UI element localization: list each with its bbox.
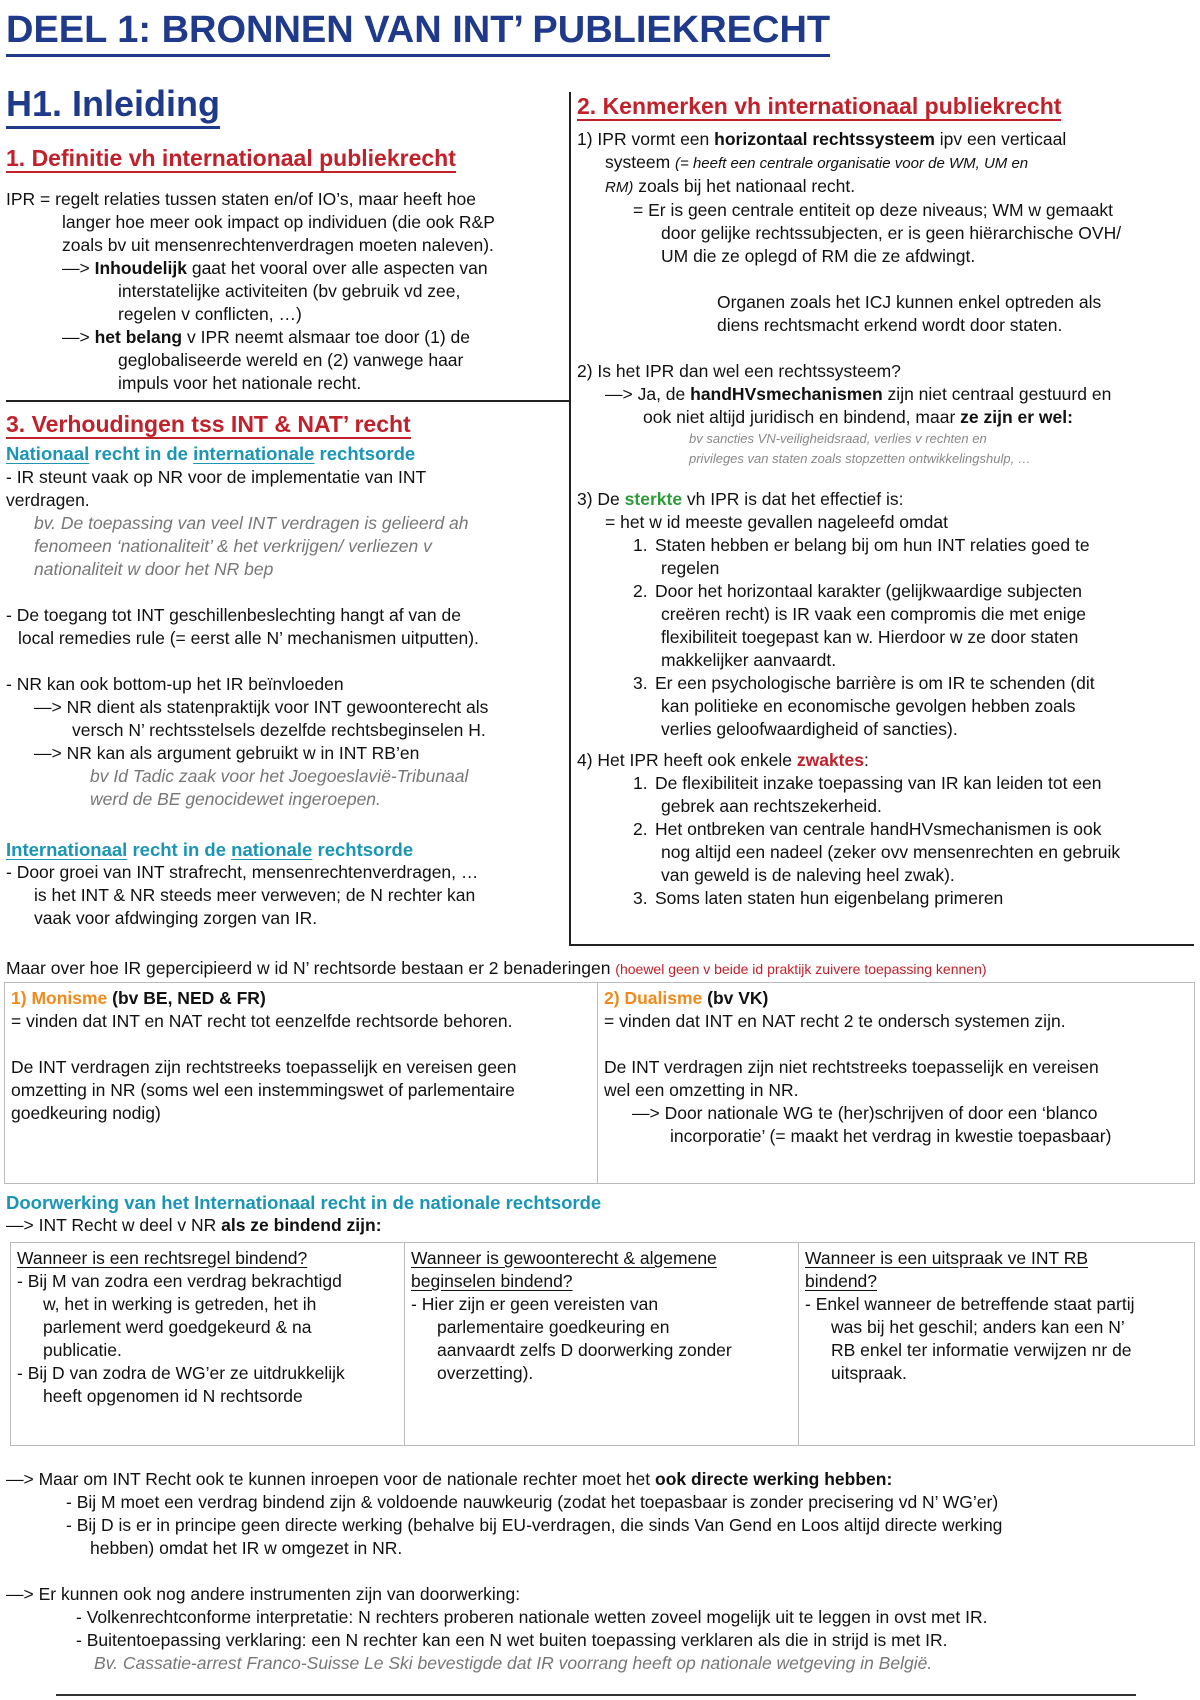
text-line: —> Er kunnen ook nog andere instrumenten zijn van doorwerking: bbox=[6, 1584, 521, 1604]
item-number: 3. bbox=[633, 673, 648, 693]
binding-judgment-cell bbox=[798, 1242, 1195, 1446]
text-line: - Bij D is er in principe geen directe werking (behalve bij EU-verdragen, die sinds Van Gend en Loos altijd directe werking bbox=[66, 1515, 1003, 1535]
text-line: - Hier zijn er geen vereisten van bbox=[411, 1294, 659, 1314]
numbered-item bbox=[577, 534, 1197, 557]
example-line: fenomeen ‘nationaliteit’ & het verkrijgen/ verliezen v bbox=[34, 536, 432, 556]
text-line: = het w id meeste gevallen nageleefd omdat bbox=[605, 512, 948, 532]
cell-heading: bindend? bbox=[805, 1271, 878, 1291]
text-line: regelen bbox=[661, 558, 720, 578]
numbered-item bbox=[577, 818, 1197, 841]
item-number: 2. bbox=[633, 581, 648, 601]
dualisme-definition: = vinden dat INT en NAT recht 2 te ondersch systemen zijn. bbox=[604, 1011, 1066, 1031]
section-divider-right bbox=[569, 944, 1194, 946]
text-line: —> NR dient als statenpraktijk voor INT gewoonterecht als bbox=[34, 697, 489, 717]
bottom-section bbox=[6, 1468, 1196, 1675]
text-line: 3) De sterkte vh IPR is dat het effectief is: bbox=[577, 489, 904, 509]
text-line: - Buitentoepassing verklaring: een N rechter kan een N wet buiten toepassing verklaren als die in strijd is met IR. bbox=[76, 1630, 948, 1650]
cell-body bbox=[805, 1293, 1188, 1385]
subsection-international-in-national: Internationaal recht in de nationale rechtsorde bbox=[6, 839, 414, 860]
item-text: Staten hebben er belang bij om hun INT relaties goed te bbox=[655, 535, 1090, 555]
example-line: bv Id Tadic zaak voor het Joegoeslavië-Tribunaal bbox=[90, 766, 469, 786]
column-divider bbox=[569, 92, 571, 944]
text-line: w, het in werking is getreden, het ih bbox=[43, 1294, 317, 1314]
cell-body bbox=[411, 1293, 792, 1385]
text-line: goedkeuring nodig) bbox=[11, 1103, 161, 1123]
text-line: 4) Het IPR heeft ook enkele zwaktes: bbox=[577, 750, 869, 770]
item-text: De flexibiliteit inzake toepassing van IR kan leiden tot een bbox=[655, 773, 1102, 793]
text-line: ook niet altijd juridisch en bindend, maar ze zijn er wel: bbox=[643, 407, 1073, 427]
text-line: van geweld is de naleving heel zwak). bbox=[661, 865, 955, 885]
text-line: is het INT & NR steeds meer verweven; de N rechter kan bbox=[34, 885, 476, 905]
strengths-list bbox=[577, 534, 1197, 741]
dualisme-box bbox=[597, 982, 1195, 1184]
bottom-rule bbox=[56, 1694, 1136, 1696]
monisme-box bbox=[4, 982, 598, 1184]
text-line: - Bij M moet een verdrag bindend zijn & voldoende nauwkeurig (zodat het toepasbaar is zonder precisering vd N’ WG’er) bbox=[66, 1492, 999, 1512]
dualisme-heading: 2) Dualisme (bv VK) bbox=[604, 988, 769, 1008]
text-line: - Door groei van INT strafrecht, mensenrechtenverdragen, … bbox=[6, 862, 479, 882]
text-line: RB enkel ter informatie verwijzen nr de bbox=[831, 1340, 1132, 1360]
text-line: —> Ja, de handHVsmechanismen zijn niet centraal gestuurd en bbox=[605, 384, 1112, 404]
text-line: impuls voor het nationale recht. bbox=[118, 373, 362, 393]
text-line: geglobaliseerde wereld en (2) vanwege haar bbox=[118, 350, 464, 370]
item-text: Soms laten staten hun eigenbelang primeren bbox=[655, 888, 1004, 908]
text-line: - De toegang tot INT geschillenbeslechting hangt af van de bbox=[6, 605, 461, 625]
text-line: langer hoe meer ook impact op individuen (die ook R&P bbox=[62, 212, 495, 232]
text-line: parlementaire goedkeuring en bbox=[437, 1317, 670, 1337]
text-line: 1) IPR vormt een horizontaal rechtssysteem ipv een verticaal bbox=[577, 129, 1067, 149]
section-1-body bbox=[6, 188, 566, 395]
cell-heading: beginselen bindend? bbox=[411, 1271, 573, 1291]
text-line: - NR kan ook bottom-up het IR beïnvloeden bbox=[6, 674, 344, 694]
text-line: verlies geloofwaardigheid of sancties). bbox=[661, 719, 958, 739]
text-line: omzetting in NR (soms wel een instemmingswet of parlementaire bbox=[11, 1080, 515, 1100]
text-line: door gelijke rechtssubjecten, er is geen hiërarchische OVH/ bbox=[661, 223, 1122, 243]
cell-heading: Wanneer is een uitspraak ve INT RB bbox=[805, 1248, 1089, 1268]
text-line: nog altijd een nadeel (zeker ovv mensenrechten en gebruik bbox=[661, 842, 1121, 862]
example-line: nationaliteit w door het NR bep bbox=[34, 559, 274, 579]
text-line: - Bij D van zodra de WG’er ze uitdrukkelijk bbox=[17, 1363, 345, 1383]
section-2-title: 2. Kenmerken vh internationaal publiekrecht bbox=[577, 93, 1062, 119]
section-divider-left bbox=[6, 400, 569, 402]
text-line: makkelijker aanvaardt. bbox=[661, 650, 837, 670]
text-line: wel een omzetting in NR. bbox=[604, 1080, 799, 1100]
text-line: kan politieke en economische gevolgen hebben zoals bbox=[661, 696, 1076, 716]
text-line: heeft opgenomen id N rechtsorde bbox=[43, 1386, 303, 1406]
text-line: Organen zoals het ICJ kunnen enkel optreden als bbox=[717, 292, 1102, 312]
text-line: verdragen. bbox=[6, 490, 90, 510]
item-number: 1. bbox=[633, 535, 648, 555]
text-line: —> Door nationale WG te (her)schrijven of door een ‘blanco bbox=[632, 1103, 1098, 1123]
section-3-body bbox=[6, 466, 566, 811]
numbered-item bbox=[577, 887, 1197, 910]
text-line: vaak voor afdwinging zorgen van IR. bbox=[34, 908, 318, 928]
text-line: regelen v conflicten, …) bbox=[118, 304, 302, 324]
weaknesses-list bbox=[577, 772, 1197, 910]
monisme-heading: 1) Monisme (bv BE, NED & FR) bbox=[11, 988, 266, 1008]
section-1-title: 1. Definitie vh internationaal publiekrecht bbox=[6, 145, 456, 171]
cell-body bbox=[17, 1270, 398, 1408]
text-line: De INT verdragen zijn niet rechtstreeks toepasselijk en vereisen bbox=[604, 1057, 1099, 1077]
binding-custom-cell bbox=[404, 1242, 799, 1446]
item-text: Door het horizontaal karakter (gelijkwaardige subjecten bbox=[655, 581, 1083, 601]
item-number: 1. bbox=[633, 773, 648, 793]
text-line: - Volkenrechtconforme interpretatie: N rechters proberen nationale wetten zoveel mogelijk uit te leggen in ovst met IR. bbox=[76, 1607, 988, 1627]
example-line: bv. De toepassing van veel INT verdragen is gelieerd ah bbox=[34, 513, 469, 533]
section-3-title: 3. Verhoudingen tss INT & NAT’ recht bbox=[6, 411, 411, 437]
item-text: Het ontbreken van centrale handHVsmechanismen is ook bbox=[655, 819, 1102, 839]
text-line: flexibiliteit toegepast kan w. Hierdoor w ze door staten bbox=[661, 627, 1079, 647]
cell-heading: Wanneer is gewoonterecht & algemene bbox=[411, 1248, 717, 1268]
document-title: DEEL 1: BRONNEN VAN INT’ PUBLIEKRECHT bbox=[6, 6, 830, 57]
text-line: = Er is geen centrale entiteit op deze niveaus; WM w gemaakt bbox=[633, 200, 1114, 220]
text-line: publicatie. bbox=[43, 1340, 122, 1360]
text-line: RM) zoals bij het nationaal recht. bbox=[605, 176, 856, 196]
text-line: parlement werd goedgekeurd & na bbox=[43, 1317, 312, 1337]
item-number: 2. bbox=[633, 819, 648, 839]
item-number: 3. bbox=[633, 888, 648, 908]
doorwerking-title: Doorwerking van het Internationaal recht in de nationale rechtsorde bbox=[6, 1192, 602, 1213]
section-2-body bbox=[577, 128, 1197, 910]
subsection-national-in-international: Nationaal recht in de internationale rechtsorde bbox=[6, 443, 416, 464]
doorwerking-subtitle: —> INT Recht w deel v NR als ze bindend zijn: bbox=[6, 1215, 382, 1235]
text-line: aanvaardt zelfs D doorwerking zonder bbox=[437, 1340, 732, 1360]
text-line: —> Maar om INT Recht ook te kunnen inroepen voor de nationale rechter moet het ook directe werking hebben: bbox=[6, 1469, 893, 1489]
text-line: gebrek aan rechtszekerheid. bbox=[661, 796, 882, 816]
example-line: werd de BE genocidewet ingeroepen. bbox=[90, 789, 381, 809]
text-line: systeem (= heeft een centrale organisatie voor de WM, UM en bbox=[605, 152, 1029, 172]
example-line: Bv. Cassatie-arrest Franco-Suisse Le Ski bevestigde dat IR voorrang heeft op nationale wetgeving in België. bbox=[94, 1653, 933, 1673]
numbered-item bbox=[577, 672, 1197, 695]
text-line: overzetting). bbox=[437, 1363, 534, 1383]
text-line: versch N’ rechtsstelsels dezelfde rechtsbeginselen H. bbox=[72, 720, 486, 740]
chapter-title: H1. Inleiding bbox=[6, 82, 220, 129]
text-line: local remedies rule (= eerst alle N’ mechanismen uitputten). bbox=[18, 628, 479, 648]
text-line: De INT verdragen zijn rechtstreeks toepasselijk en vereisen geen bbox=[11, 1057, 517, 1077]
binding-rule-cell bbox=[10, 1242, 405, 1446]
text-line: - IR steunt vaak op NR voor de implementatie van INT bbox=[6, 467, 427, 487]
text-line: IPR = regelt relaties tussen staten en/of IO’s, maar heeft hoe bbox=[6, 189, 477, 209]
text-line: —> het belang v IPR neemt alsmaar toe door (1) de bbox=[62, 327, 471, 347]
text-line: 2) Is het IPR dan wel een rechtssysteem? bbox=[577, 361, 901, 381]
item-text: Er een psychologische barrière is om IR te schenden (dit bbox=[655, 673, 1095, 693]
text-line: was bij het geschil; anders kan een N’ bbox=[831, 1317, 1125, 1337]
text-line: creëren recht) is IR vaak een compromis die met enige bbox=[661, 604, 1087, 624]
text-line: - Enkel wanneer de betreffende staat partij bbox=[805, 1294, 1135, 1314]
text-line: UM die ze oplegd of RM die ze afdwingt. bbox=[661, 246, 976, 266]
subsection-2-body bbox=[6, 861, 566, 930]
text-line: interstatelijke activiteiten (bv gebruik vd zee, bbox=[118, 281, 461, 301]
approaches-intro: Maar over hoe IR gepercipieerd w id N’ rechtsorde bestaan er 2 benaderingen (hoewel geen v beide id praktijk zuivere toepassing kennen) bbox=[6, 958, 987, 978]
text-line: hebben) omdat het IR w omgezet in NR. bbox=[90, 1538, 403, 1558]
monisme-definition: = vinden dat INT en NAT recht tot eenzelfde rechtsorde behoren. bbox=[11, 1011, 513, 1031]
numbered-item bbox=[577, 772, 1197, 795]
text-line: —> NR kan als argument gebruikt w in INT RB’en bbox=[34, 743, 420, 763]
example-line: bv sancties VN-veiligheidsraad, verlies v rechten en bbox=[689, 431, 987, 446]
numbered-item bbox=[577, 580, 1197, 603]
text-line: uitspraak. bbox=[831, 1363, 907, 1383]
cell-heading: Wanneer is een rechtsregel bindend? bbox=[17, 1248, 308, 1268]
text-line: diens rechtsmacht erkend wordt door staten. bbox=[717, 315, 1063, 335]
example-line: privileges van staten zoals stopzetten ontwikkelingshulp, … bbox=[689, 451, 1031, 466]
text-line: incorporatie’ (= maakt het verdrag in kwestie toepasbaar) bbox=[670, 1126, 1112, 1146]
text-line: zoals bv uit mensenrechtenverdragen moeten naleven). bbox=[62, 235, 494, 255]
text-line: - Bij M van zodra een verdrag bekrachtigd bbox=[17, 1271, 342, 1291]
text-line: —> Inhoudelijk gaat het vooral over alle aspecten van bbox=[62, 258, 488, 278]
